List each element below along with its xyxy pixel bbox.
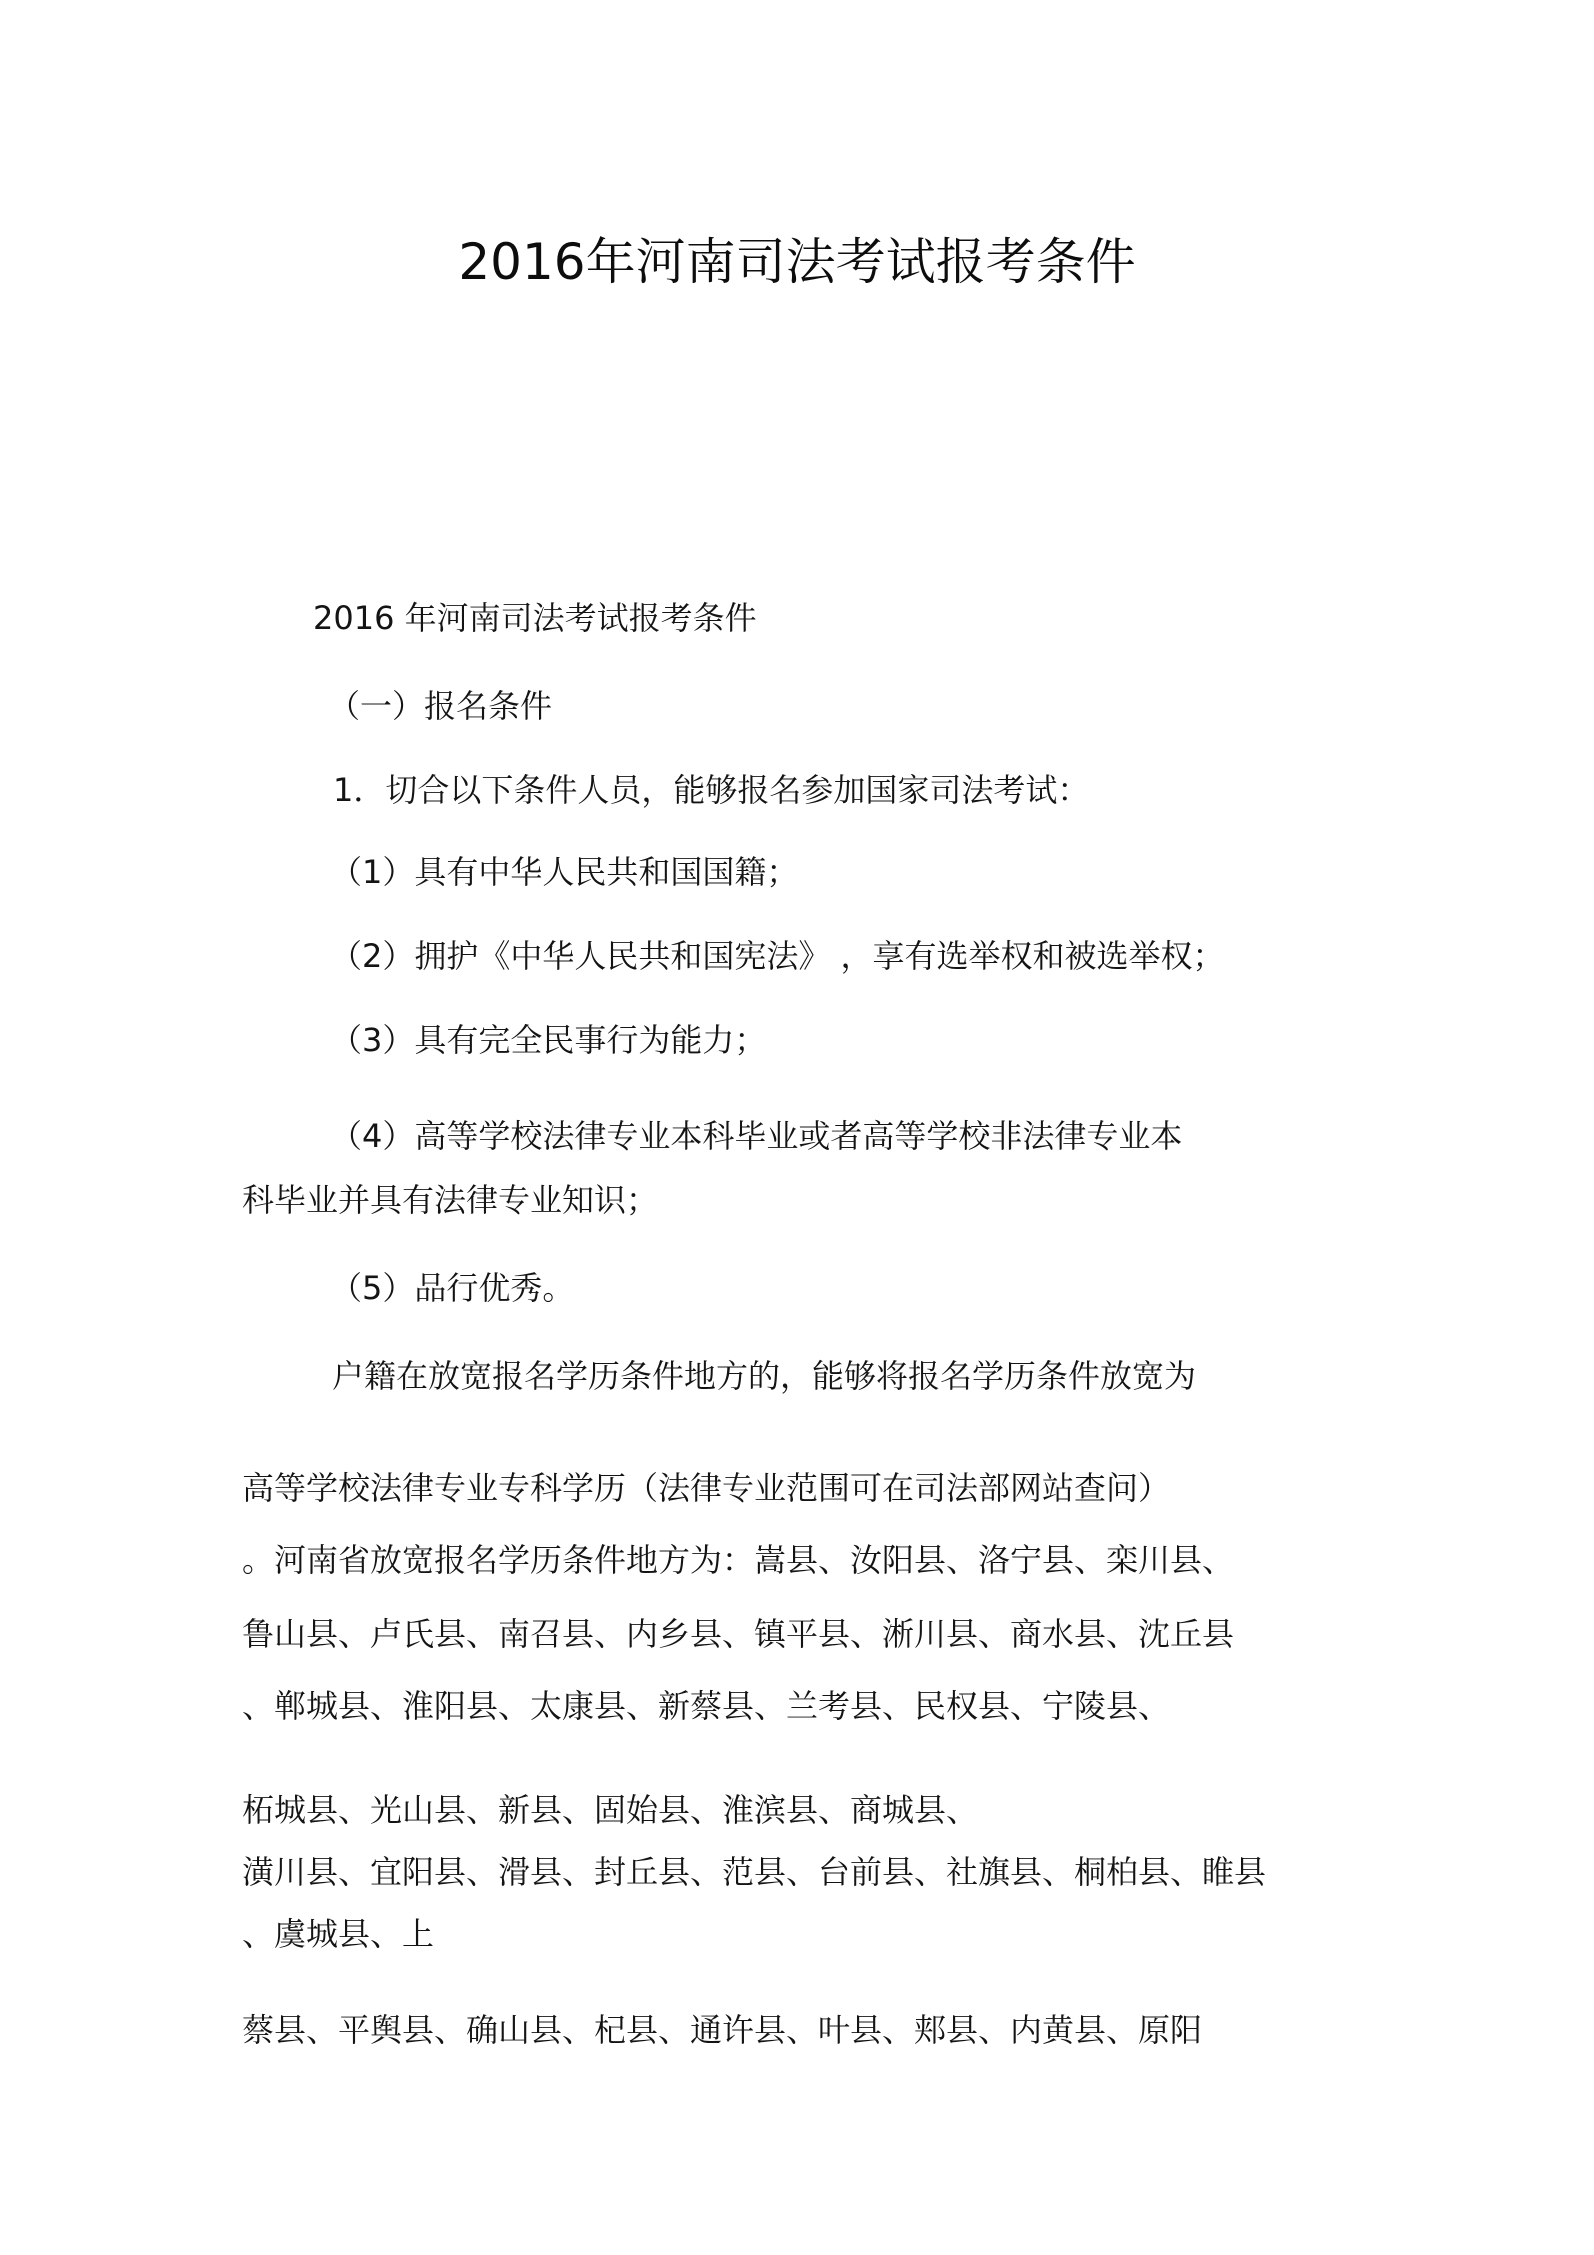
paragraph-line: 。河南省放宽报名学历条件地方为：嵩县、汝阳县、洛宁县、栾川县、	[242, 1541, 1235, 1579]
paragraph-line: 鲁山县、卢氏县、南召县、内乡县、镇平县、淅川县、商水县、沈丘县	[242, 1615, 1235, 1653]
document-subtitle: 2016 年河南司法考试报考条件	[313, 599, 757, 637]
paragraph-line: 户籍在放宽报名学历条件地方的，能够将报名学历条件放宽为	[332, 1357, 1197, 1395]
condition-3: （3）具有完全民事行为能力；	[330, 1021, 767, 1059]
paragraph-line: 高等学校法律专业专科学历（法律专业范围可在司法部网站查问）	[242, 1469, 1171, 1507]
paragraph-line: 、虞城县、上	[242, 1915, 435, 1953]
paragraph-line: 柘城县、光山县、新县、固始县、淮滨县、商城县、	[242, 1791, 979, 1829]
condition-4: （4）高等学校法律专业本科毕业或者高等学校非法律专业本	[330, 1117, 1183, 1155]
condition-5: （5）品行优秀。	[330, 1269, 575, 1307]
paragraph-line: 、郸城县、淮阳县、太康县、新蔡县、兰考县、民权县、宁陵县、	[242, 1687, 1171, 1725]
paragraph-line: 潢川县、宜阳县、滑县、封丘县、范县、台前县、社旗县、桐柏县、睢县	[242, 1853, 1267, 1891]
section-heading: （一）报名条件	[328, 687, 553, 725]
condition-2: （2）拥护《中华人民共和国宪法》 ，享有选举权和被选举权；	[330, 937, 1225, 975]
condition-4-continued: 科毕业并具有法律专业知识；	[242, 1181, 659, 1219]
condition-1: （1）具有中华人民共和国国籍；	[330, 853, 799, 891]
item-1-text: 1．切合以下条件人员，能够报名参加国家司法考试：	[333, 771, 1090, 809]
document-title: 2016年河南司法考试报考条件	[458, 233, 1136, 291]
paragraph-line: 蔡县、平舆县、确山县、杞县、通许县、叶县、郏县、内黄县、原阳	[242, 2011, 1203, 2049]
